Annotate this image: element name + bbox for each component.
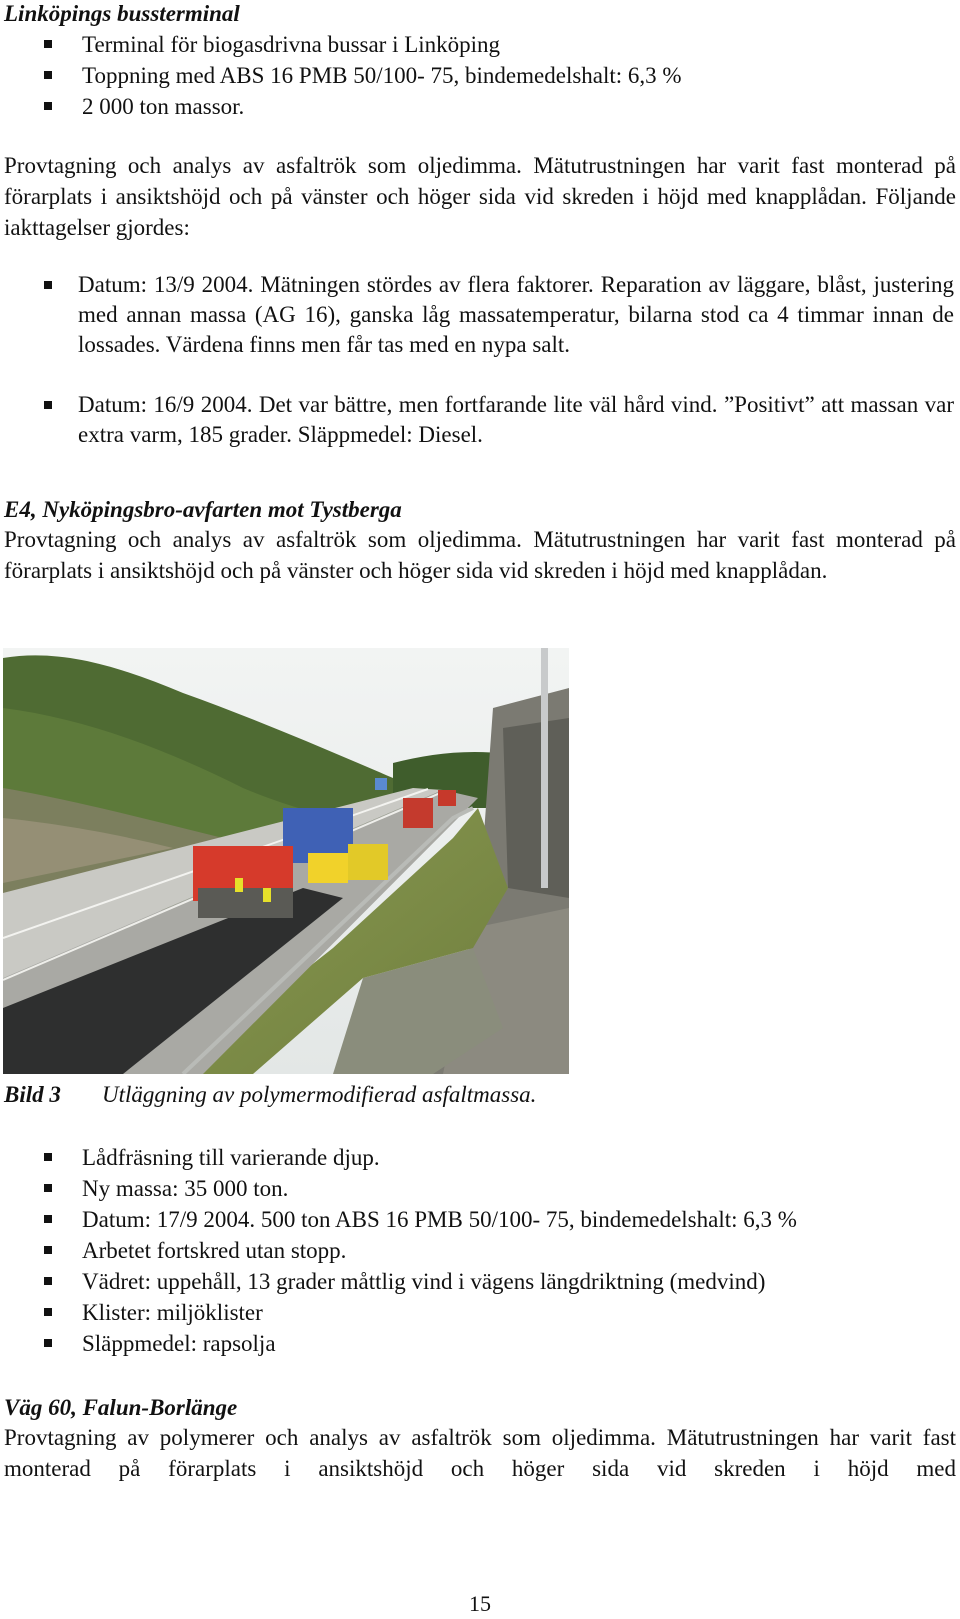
- list-item-text: Klister: miljöklister: [82, 1300, 263, 1325]
- bullet-square-icon: [44, 1184, 52, 1192]
- list-item: [0, 60, 950, 91]
- list-item: [0, 1266, 950, 1297]
- figure-caption: [4, 1080, 536, 1110]
- bullet-square-icon: [44, 1308, 52, 1316]
- list-item-text: Toppning med ABS 16 PMB 50/100- 75, bindemedelshalt: 6,3 %: [82, 63, 682, 88]
- figure-label: Bild 3: [4, 1082, 61, 1107]
- list-item: [0, 390, 954, 450]
- list-item-text: Arbetet fortskred utan stopp.: [82, 1238, 347, 1263]
- paragraph-vag60: Provtagning av polymerer och analys av asfaltrök som oljedimma. Mätutrustningen har varit fast monterad på förarplats i ansiktshöjd och höger sida vid skreden i höjd med: [4, 1425, 956, 1481]
- list-item: [0, 1297, 950, 1328]
- bullet-square-icon: [44, 1339, 52, 1347]
- list-item-text: Datum: 17/9 2004. 500 ton ABS 16 PMB 50/100- 75, bindemedelshalt: 6,3 %: [82, 1207, 797, 1232]
- page-number: 15: [469, 1591, 491, 1616]
- list-item-text: Datum: 13/9 2004. Mätningen stördes av flera faktorer. Reparation av läggare, blåst, justering med annan massa (AG 16), ganska låg massatemperatur, bilarna stod ca 4 timmar innan de lossades. Värdena finns men får tas med en nypa salt.: [78, 272, 954, 357]
- bullet-square-icon: [44, 1215, 52, 1223]
- list-item-text: Släppmedel: rapsolja: [82, 1331, 276, 1356]
- list-item: [0, 1328, 950, 1359]
- bullet-square-icon: [44, 1246, 52, 1254]
- paragraph-linkoping: Provtagning och analys av asfaltrök som oljedimma. Mätutrustningen har varit fast monterad på förarplats i ansiktshöjd och på vänster och höger sida vid skreden i höjd med knapplådan. Följande iakttagelser gjordes:: [4, 153, 956, 240]
- bullet-square-icon: [44, 401, 52, 409]
- list-item-text: Datum: 16/9 2004. Det var bättre, men fortfarande lite väl hård vind. ”Positivt” att massan var extra varm, 185 grader. Släppmedel: Diesel.: [78, 392, 954, 447]
- section-heading-linkoping: Linköpings bussterminal: [4, 1, 240, 26]
- list-item: [0, 1235, 950, 1266]
- bullet-square-icon: [44, 1277, 52, 1285]
- list-item-text: Ny massa: 35 000 ton.: [82, 1176, 289, 1201]
- list-item: [0, 270, 954, 360]
- bullet-square-icon: [44, 102, 52, 110]
- section-heading-e4: E4, Nyköpingsbro-avfarten mot Tystberga: [4, 497, 402, 522]
- bullet-square-icon: [44, 40, 52, 48]
- list-item-text: 2 000 ton massor.: [82, 94, 245, 119]
- bullet-square-icon: [44, 1153, 52, 1161]
- paragraph-e4: Provtagning och analys av asfaltrök som oljedimma. Mätutrustningen har varit fast monterad på förarplats i ansiktshöjd och på vänster och höger sida vid skreden i höjd med knapplådan.: [4, 527, 956, 583]
- list-item: [0, 91, 950, 122]
- figure-caption-text: Utläggning av polymermodifierad asfaltmassa.: [102, 1082, 537, 1107]
- bullet-list-linkoping: [0, 29, 950, 122]
- bullet-square-icon: [44, 71, 52, 79]
- list-item-text: Lådfräsning till varierande djup.: [82, 1145, 380, 1170]
- bullet-square-icon: [44, 281, 52, 289]
- list-item: [0, 1204, 950, 1235]
- list-item: [0, 1142, 950, 1173]
- observation-list: [0, 270, 954, 450]
- bullet-list-e4: [0, 1142, 950, 1359]
- list-item: [0, 29, 950, 60]
- list-item-text: Terminal för biogasdrivna bussar i Linköping: [82, 32, 501, 57]
- list-item-text: Vädret: uppehåll, 13 grader måttlig vind i vägens längdriktning (medvind): [82, 1269, 766, 1294]
- section-heading-vag60: Väg 60, Falun-Borlänge: [4, 1395, 238, 1420]
- road-paving-photo: [3, 648, 569, 1074]
- list-item: [0, 1173, 950, 1204]
